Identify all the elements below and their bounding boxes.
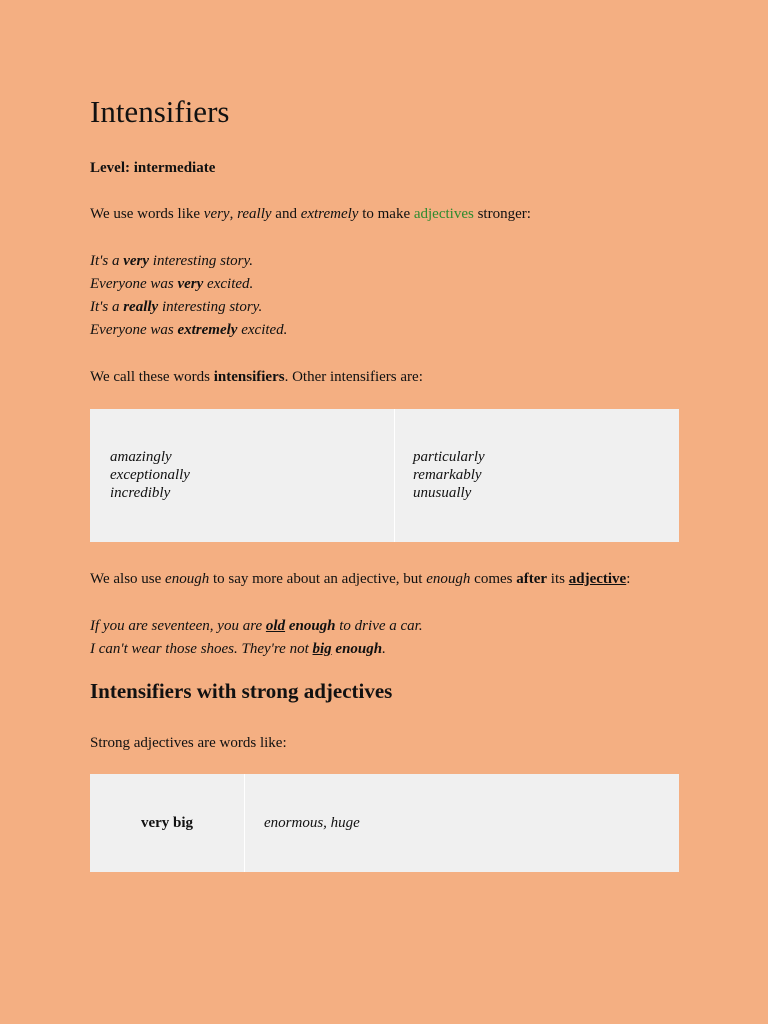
example-intensifier: extremely (177, 322, 238, 338)
intro-and: and (271, 206, 301, 222)
example-text: It's a (90, 253, 124, 269)
enough-example (90, 617, 423, 635)
enough-example (90, 640, 386, 658)
intensifiers-table (90, 409, 679, 542)
intro-text-1: We use words like (90, 206, 204, 222)
level-label: Level: intermediate (90, 160, 216, 176)
enough-text: : (626, 571, 631, 587)
section-heading: Intensifiers with strong adjectives (90, 679, 393, 703)
enough-text: comes (470, 571, 517, 587)
intensifier-word: exceptionally (110, 467, 190, 483)
example-text: Everyone was (90, 322, 178, 338)
example-text: I can't wear those shoes. They're not (90, 641, 313, 657)
example-intensifier: very (123, 253, 150, 269)
enough-text: We also use (90, 571, 166, 587)
word-extremely: extremely (300, 206, 359, 222)
word-enough: enough (426, 571, 471, 587)
page-title: Intensifiers (90, 94, 230, 129)
intensifiers-column-1 (90, 409, 395, 542)
adjectives-link[interactable]: adjectives (413, 206, 474, 222)
example-intensifier: really (123, 299, 159, 315)
strong-adjectives-table (90, 774, 679, 872)
call-paragraph (90, 368, 423, 386)
example-adjective: big (312, 641, 332, 657)
word-very: very (203, 206, 230, 222)
example-text: interesting story. (158, 299, 263, 315)
intensifier-word: unusually (413, 485, 472, 501)
example-text: Everyone was (90, 276, 178, 292)
enough-text: its (547, 571, 569, 587)
intensifiers-column-2 (395, 409, 679, 542)
word-adjective: adjective (568, 571, 627, 587)
word-really: really (237, 206, 272, 222)
intro-comma: , (229, 206, 238, 222)
enough-text: to say more about an adjective, but (209, 571, 427, 587)
strong-table-right-cell: enormous, huge (264, 814, 360, 831)
intensifier-word: remarkably (413, 467, 482, 483)
intensifier-word: amazingly (110, 449, 172, 465)
example-sentence (90, 252, 253, 270)
example-sentence (90, 275, 253, 293)
enough-paragraph (90, 570, 630, 588)
example-sentence (90, 298, 262, 316)
call-bold-word: intensifiers (213, 369, 285, 385)
example-text: It's a (90, 299, 124, 315)
word-enough: enough (165, 571, 210, 587)
example-text: excited. (203, 276, 254, 292)
strong-table-left-cell: very big (90, 774, 245, 872)
example-intensifier: very (177, 276, 204, 292)
intro-stronger: stronger: (473, 206, 531, 222)
call-text: . Other intensifiers are: (284, 369, 423, 385)
intro-paragraph (90, 205, 531, 223)
example-text: interesting story. (149, 253, 254, 269)
example-enough: enough (335, 641, 383, 657)
intensifier-word: particularly (413, 449, 485, 465)
example-text: to drive a car. (335, 618, 423, 634)
example-text: excited. (237, 322, 288, 338)
example-enough: enough (288, 618, 336, 634)
example-adjective: old (265, 618, 286, 634)
section-text: Strong adjectives are words like: (90, 735, 287, 751)
example-text: If you are seventeen, you are (90, 618, 266, 634)
word-after: after (516, 571, 548, 587)
example-text: . (382, 641, 386, 657)
call-text: We call these words (90, 369, 214, 385)
intro-to-make: to make (358, 206, 414, 222)
example-sentence (90, 321, 287, 339)
intensifier-word: incredibly (110, 485, 171, 501)
